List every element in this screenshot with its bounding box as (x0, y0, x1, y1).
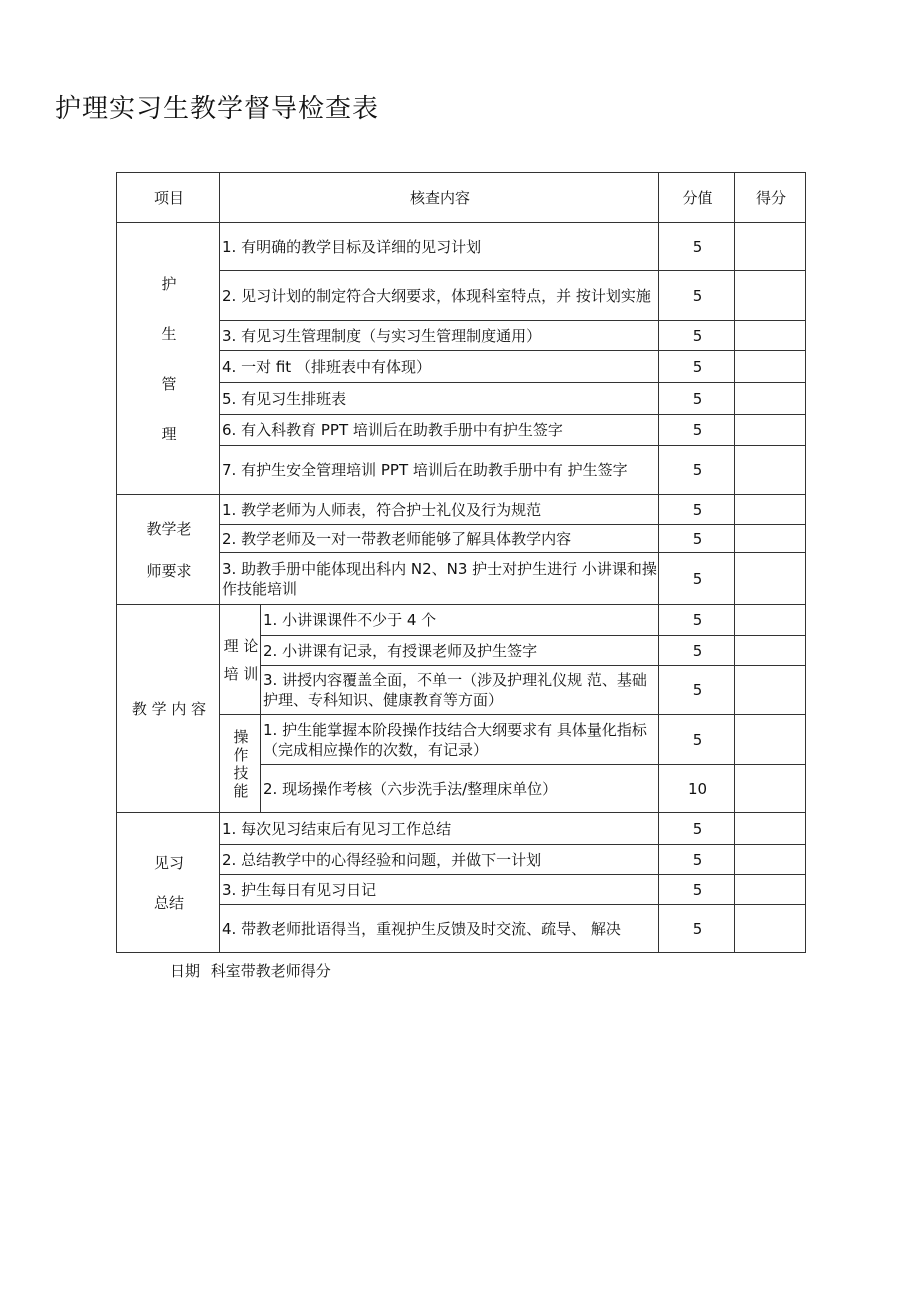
score-input-cell[interactable] (735, 525, 806, 553)
check-item-text: 4. 一对 fit （排班表中有体现） (220, 351, 659, 383)
score-value: 5 (659, 636, 735, 666)
score-value: 5 (659, 605, 735, 636)
date-label: 日期 (170, 962, 201, 980)
score-input-cell[interactable] (735, 715, 806, 765)
score-value: 5 (659, 446, 735, 495)
score-input-cell[interactable] (735, 845, 806, 875)
check-item-text: 3. 讲授内容覆盖全面，不单一（涉及护理礼仪规 范、基础护理、专科知识、健康教育等方面） (261, 666, 659, 715)
score-value: 5 (659, 223, 735, 271)
score-input-cell[interactable] (735, 446, 806, 495)
score-input-cell[interactable] (735, 636, 806, 666)
check-item-text: 5. 有见习生排班表 (220, 383, 659, 415)
category-internship-summary: 见习 总结 (117, 813, 220, 953)
score-value: 5 (659, 715, 735, 765)
score-input-cell[interactable] (735, 223, 806, 271)
category-nursing-management: 护 生 管 理 (117, 223, 220, 495)
table-row (117, 845, 806, 875)
table-row (117, 813, 806, 845)
score-input-cell[interactable] (735, 905, 806, 953)
signature-footer (170, 960, 337, 981)
score-value: 5 (659, 813, 735, 845)
check-item-text: 3. 护生每日有见习日记 (220, 875, 659, 905)
table-row (117, 525, 806, 553)
category-teaching-content: 教 学 内 容 (117, 605, 220, 813)
table-row (117, 553, 806, 605)
table-row (117, 715, 806, 765)
header-score-got: 得分 (735, 173, 806, 223)
score-value: 5 (659, 845, 735, 875)
table-row (117, 446, 806, 495)
table-row (117, 271, 806, 321)
header-content: 核查内容 (220, 173, 659, 223)
table-header-row (117, 173, 806, 223)
score-input-cell[interactable] (735, 383, 806, 415)
teacher-score-label: 科室带教老师得分 (210, 962, 331, 980)
table-row (117, 875, 806, 905)
score-input-cell[interactable] (735, 666, 806, 715)
check-item-text: 2. 教学老师及一对一带教老师能够了解具体教学内容 (220, 525, 659, 553)
score-value: 5 (659, 415, 735, 446)
table-row (117, 223, 806, 271)
score-value: 5 (659, 553, 735, 605)
subcategory-theory-training: 理 论 培 训 (220, 605, 261, 715)
table-row (117, 495, 806, 525)
check-item-text: 1. 护生能掌握本阶段操作技结合大纲要求有 具体量化指标（完成相应操作的次数，有记录） (261, 715, 659, 765)
score-value: 5 (659, 495, 735, 525)
score-input-cell[interactable] (735, 271, 806, 321)
header-item: 项目 (117, 173, 220, 223)
score-value: 5 (659, 875, 735, 905)
check-item-text: 4. 带教老师批语得当，重视护生反馈及时交流、疏导、 解决 (220, 905, 659, 953)
check-item-text: 1. 教学老师为人师表，符合护士礼仪及行为规范 (220, 495, 659, 525)
page-title: 护理实习生教学督导检查表 (55, 94, 380, 124)
table-row (117, 383, 806, 415)
check-item-text: 2. 现场操作考核（六步洗手法/整理床单位） (261, 765, 659, 813)
score-value: 5 (659, 351, 735, 383)
header-score-value: 分值 (659, 173, 735, 223)
score-input-cell[interactable] (735, 813, 806, 845)
check-item-text: 1. 有明确的教学目标及详细的见习计划 (220, 223, 659, 271)
table-row (117, 605, 806, 636)
score-input-cell[interactable] (735, 765, 806, 813)
score-value: 10 (659, 765, 735, 813)
table-row (117, 905, 806, 953)
category-teacher-requirements: 教学老 师要求 (117, 495, 220, 605)
score-input-cell[interactable] (735, 415, 806, 446)
inspection-table (116, 172, 806, 953)
score-input-cell[interactable] (735, 553, 806, 605)
score-value: 5 (659, 271, 735, 321)
check-item-text: 2. 小讲课有记录，有授课老师及护生签字 (261, 636, 659, 666)
score-value: 5 (659, 525, 735, 553)
check-item-text: 6. 有入科教育 PPT 培训后在助教手册中有护生签字 (220, 415, 659, 446)
score-input-cell[interactable] (735, 875, 806, 905)
check-item-text: 1. 每次见习结束后有见习工作总结 (220, 813, 659, 845)
score-input-cell[interactable] (735, 605, 806, 636)
score-value: 5 (659, 321, 735, 351)
subcategory-operation-skills: 操 作 技 能 (220, 715, 261, 813)
score-value: 5 (659, 666, 735, 715)
check-item-text: 2. 总结教学中的心得经验和问题，并做下一计划 (220, 845, 659, 875)
score-input-cell[interactable] (735, 495, 806, 525)
table-row (117, 415, 806, 446)
table-row (117, 351, 806, 383)
check-item-text: 7. 有护生安全管理培训 PPT 培训后在助教手册中有 护生签字 (220, 446, 659, 495)
check-item-text: 3. 有见习生管理制度（与实习生管理制度通用） (220, 321, 659, 351)
score-value: 5 (659, 905, 735, 953)
score-value: 5 (659, 383, 735, 415)
score-input-cell[interactable] (735, 351, 806, 383)
check-item-text: 1. 小讲课课件不少于 4 个 (261, 605, 659, 636)
check-item-text: 2. 见习计划的制定符合大纲要求，体现科室特点，并 按计划实施 (220, 271, 659, 321)
score-input-cell[interactable] (735, 321, 806, 351)
table-row (117, 321, 806, 351)
check-item-text: 3. 助教手册中能体现出科内 N2、N3 护士对护生进行 小讲课和操作技能培训 (220, 553, 659, 605)
